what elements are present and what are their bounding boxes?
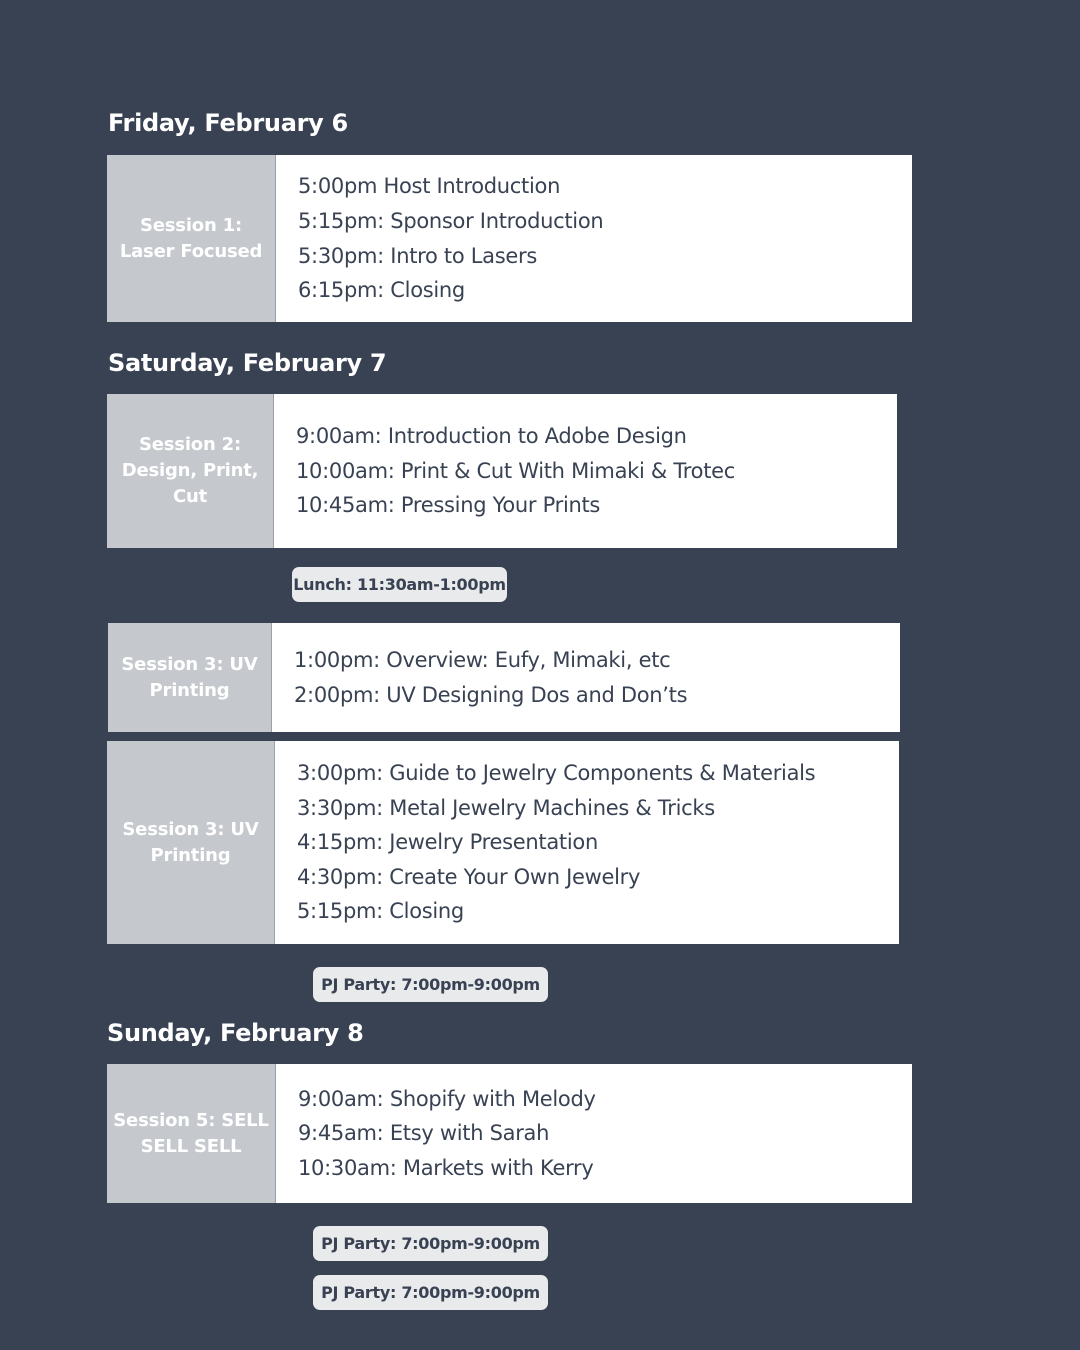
agenda-item: 3:30pm: Metal Jewelry Machines & Tricks (297, 795, 715, 820)
session-label: Session 1: Laser Focused (107, 155, 276, 322)
session-agenda (274, 394, 735, 548)
day-heading-saturday: Saturday, February 7 (108, 349, 387, 377)
pj-party-badge: PJ Party: 7:00pm-9:00pm (313, 1226, 548, 1261)
day-heading-sunday: Sunday, February 8 (107, 1019, 364, 1047)
session-agenda (276, 1064, 596, 1203)
agenda-item: 9:45am: Etsy with Sarah (298, 1121, 550, 1146)
session-label: Session 3: UV Printing (108, 623, 272, 732)
lunch-break-badge: Lunch: 11:30am-1:00pm (292, 567, 507, 602)
agenda-item: 5:30pm: Intro to Lasers (298, 243, 537, 268)
agenda-item: 10:30am: Markets with Kerry (298, 1155, 594, 1180)
agenda-item: 5:15pm: Sponsor Introduction (298, 208, 604, 233)
session-block-5 (107, 1064, 912, 1203)
agenda-item: 5:00pm Host Introduction (298, 174, 561, 199)
agenda-item: 4:30pm: Create Your Own Jewelry (297, 864, 641, 889)
agenda-item: 5:15pm: Closing (297, 899, 464, 924)
agenda-item: 2:00pm: UV Designing Dos and Don’ts (294, 682, 688, 707)
agenda-item: 4:15pm: Jewelry Presentation (297, 830, 598, 855)
session-agenda (275, 741, 815, 944)
agenda-item: 1:00pm: Overview: Eufy, Mimaki, etc (294, 647, 671, 672)
agenda-item: 6:15pm: Closing (298, 278, 465, 303)
session-block-4 (107, 741, 899, 944)
session-agenda (276, 155, 603, 322)
session-label: Session 3: UV Printing (107, 741, 275, 944)
agenda-item: 10:00am: Print & Cut With Mimaki & Trotec (296, 458, 736, 483)
pj-party-badge: PJ Party: 7:00pm-9:00pm (313, 967, 548, 1002)
pj-party-badge: PJ Party: 7:00pm-9:00pm (313, 1275, 548, 1310)
session-block-3 (108, 623, 900, 732)
day-heading-friday: Friday, February 6 (108, 109, 348, 137)
session-agenda (272, 623, 687, 732)
session-label: Session 5: SELL SELL SELL (107, 1064, 276, 1203)
agenda-item: 9:00am: Shopify with Melody (298, 1086, 596, 1111)
agenda-item: 3:00pm: Guide to Jewelry Components & Materials (297, 761, 816, 786)
session-block-2 (107, 394, 897, 548)
agenda-item: 10:45am: Pressing Your Prints (296, 493, 601, 518)
session-label: Session 2: Design, Print, Cut (107, 394, 274, 548)
agenda-item: 9:00am: Introduction to Adobe Design (296, 424, 687, 449)
session-block-1 (107, 155, 912, 322)
